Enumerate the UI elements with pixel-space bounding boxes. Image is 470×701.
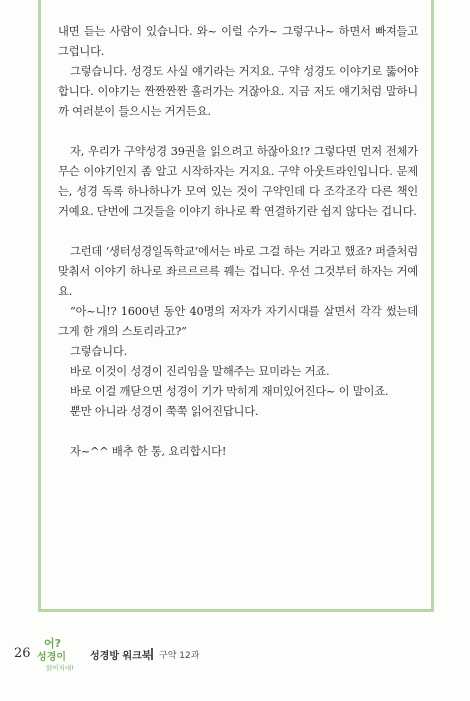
paragraph: 그렇습니다. 성경도 사실 얘기라는 거지요. 구약 성경도 이야기로 뚫어야 합니다. 이야기는 짠짠짠짠 흘러가는 거잖아요. 지금 저도 얘기처럼 말하니까 여러분이 들으시는 거거든요. (58, 65, 418, 118)
paragraph-gap (58, 422, 418, 442)
book-title: 성경방 워크북 (90, 651, 152, 662)
page-number: 26 (14, 646, 31, 661)
book-logo (34, 634, 84, 674)
paragraph: 자~^^ 배추 한 통, 요리합시다! (70, 445, 227, 458)
paragraph: “아~니!? 1600년 동안 40명의 저자가 자기시대를 살면서 각각 썼는데 그게 한 개의 스토리라고?” (58, 305, 418, 338)
paragraph-gap (58, 122, 418, 142)
svg-text:성경이: 성경이 (37, 652, 66, 663)
paragraph: 자, 우리가 구약성경 39권을 읽으려고 하잖아요!? 그렇다면 먼저 전체가 무슨 이야기인지 좀 알고 시작하자는 거지요. 구약 아웃트라인입니다. 문제는, 성경 독록 하나하나가 모여 있는 것이 구약인데 다 조각조각 다른 책인 거예요. 단번에 그것들을 이야기 하나로 쫙 연결하기란 쉽지 않다는 겁니다. (58, 145, 418, 218)
body-text (58, 22, 418, 462)
paragraph: 바로 이걸 깨닫으면 성경이 기가 막히게 재미있어진다~ 이 말이죠. (70, 385, 389, 398)
page-footer (12, 634, 412, 694)
paragraph: 뿐만 아니라 성경이 쭉쭉 읽어진답니다. (70, 405, 259, 418)
paragraph: 그런데 ‘생터성경일독학교’에서는 바로 그걸 하는 거라고 했죠? 퍼즐처럼 맞춰서 이야기 하나로 좌르르르륵 꿰는 겁니다. 우선 그것부터 하자는 거예요. (58, 245, 418, 298)
svg-text:어?: 어? (44, 637, 62, 650)
footer-divider (151, 648, 153, 660)
svg-text:읽어지네!: 읽어지네! (46, 664, 74, 672)
paragraph: 그렇습니다. (70, 345, 127, 358)
paragraph: 내면 듣는 사람이 있습니다. 와~ 이럴 수가~ 그렇구나~ 하면서 빠져들고 그럽니다. (58, 25, 418, 58)
lesson-label: 구약 12과 (159, 651, 200, 661)
paragraph: 바로 이것이 성경이 진리임을 말해주는 묘미라는 거죠. (70, 365, 330, 378)
paragraph-gap (58, 222, 418, 242)
